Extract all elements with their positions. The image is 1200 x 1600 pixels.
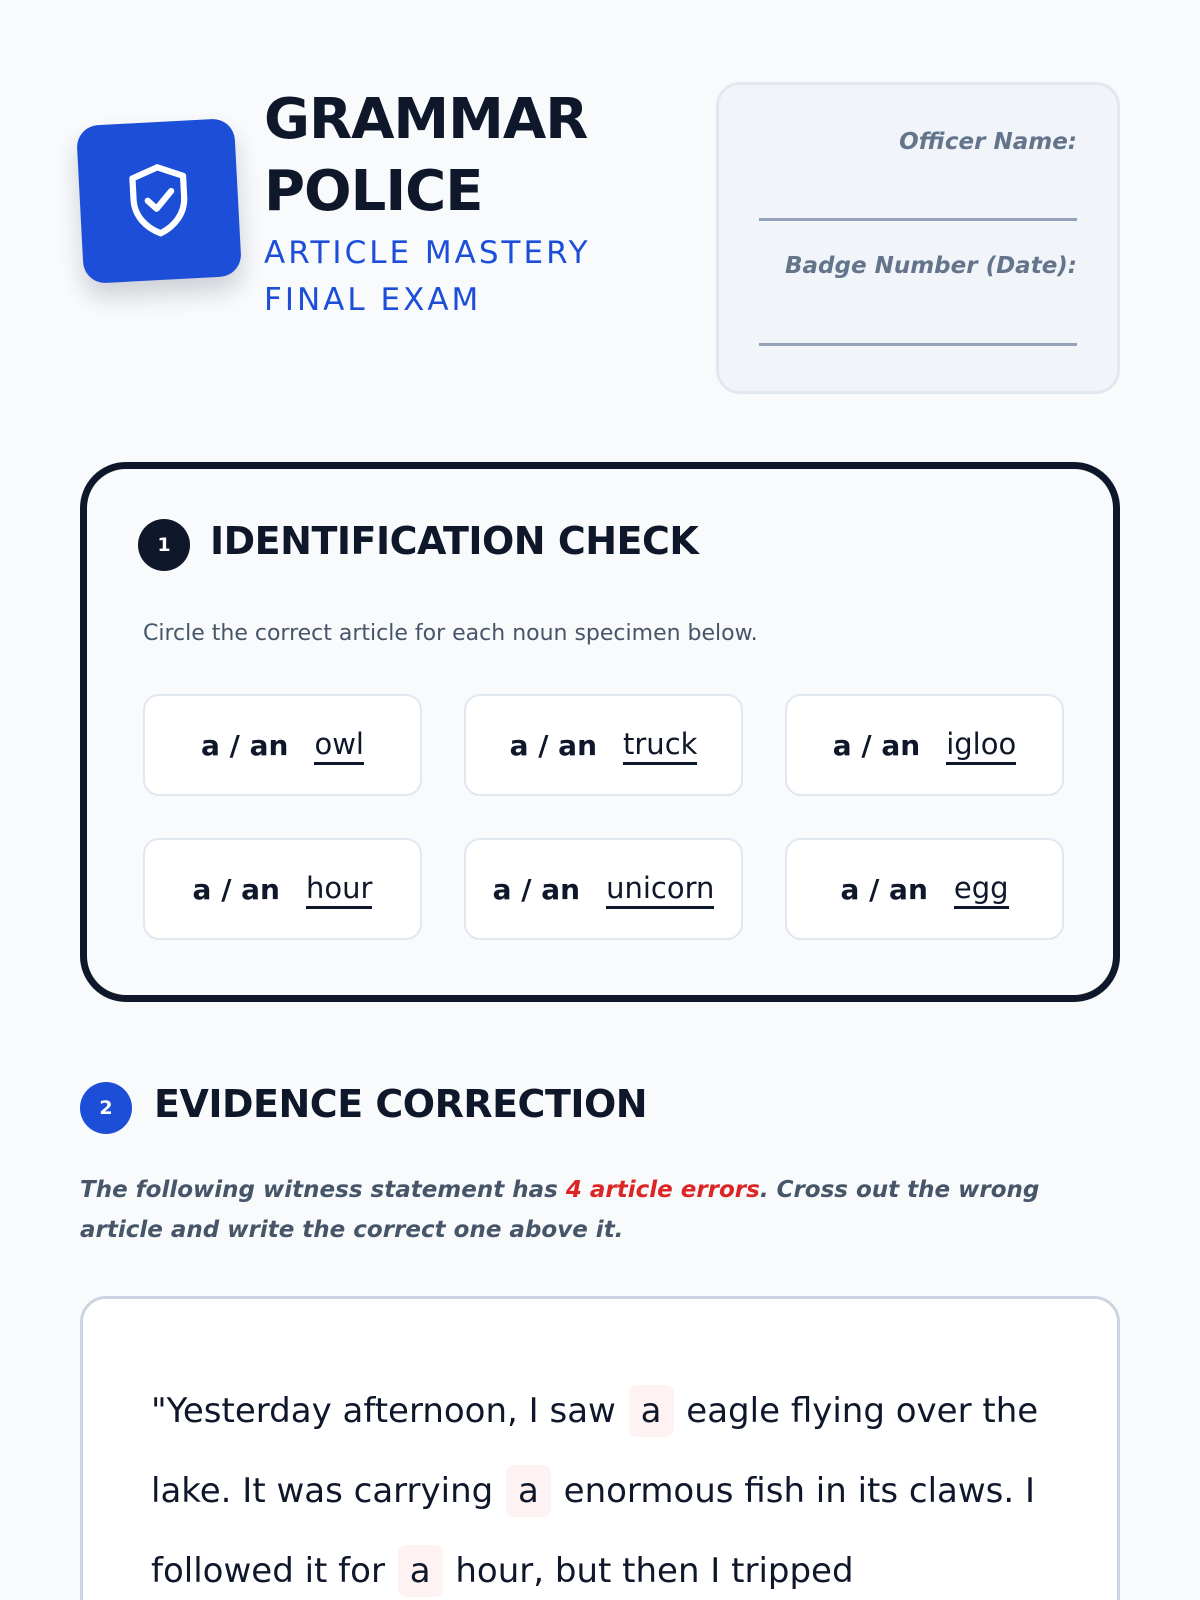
statement-text: "Yesterday afternoon, I saw — [151, 1391, 627, 1431]
article-choice[interactable]: a / an — [509, 728, 598, 762]
officer-name-label: Officer Name: — [899, 129, 1077, 155]
statement-text: eagle flying over the lake. It was carrying — [151, 1391, 1039, 1511]
witness-statement-card — [80, 1296, 1120, 1600]
title-line-1: GRAMMAR — [264, 87, 588, 152]
noun-card — [785, 694, 1064, 796]
instruction-text: The following witness statement has — [80, 1177, 566, 1203]
article-choice[interactable]: a / an — [840, 872, 928, 906]
noun-card — [785, 838, 1064, 940]
noun-card — [464, 694, 743, 796]
statement-text: hour, but then I tripped — [444, 1551, 854, 1591]
subtitle-line-1: ARTICLE MASTERY — [264, 235, 591, 271]
noun-card — [143, 838, 422, 940]
error-article[interactable]: a — [506, 1465, 551, 1517]
article-choice[interactable]: a / an — [201, 728, 289, 762]
section-instruction: Circle the correct article for each noun specimen below. — [143, 621, 758, 646]
identification-check-section — [80, 462, 1120, 1002]
badge-number-field[interactable] — [759, 343, 1077, 346]
section-title: EVIDENCE CORRECTION — [154, 1082, 648, 1126]
noun-grid — [143, 694, 1064, 940]
article-choice[interactable]: a / an — [492, 872, 581, 906]
page-title — [264, 84, 591, 228]
logo-badge — [76, 118, 242, 284]
noun-word: truck — [623, 726, 697, 765]
noun-word: hour — [306, 870, 372, 909]
noun-word: egg — [954, 870, 1009, 909]
statement-text: enormous fish in its claws. I followed it for — [151, 1471, 1036, 1591]
shield-check-icon — [123, 161, 195, 240]
noun-word: unicorn — [606, 870, 714, 909]
instruction-text: . Cross out the wrong article and write the correct one above it. — [80, 1177, 1040, 1243]
subtitle-line-2: FINAL EXAM — [264, 282, 482, 318]
noun-word: owl — [314, 726, 364, 765]
article-choice[interactable]: a / an — [832, 728, 921, 762]
section-number-badge: 2 — [80, 1082, 132, 1134]
section-number-badge: 1 — [138, 519, 190, 571]
error-article[interactable]: a — [629, 1385, 674, 1437]
page-subtitle — [264, 230, 591, 324]
title-line-2: POLICE — [264, 159, 483, 224]
badge-number-label: Badge Number (Date): — [784, 253, 1077, 279]
error-article[interactable]: a — [398, 1545, 443, 1597]
noun-card — [143, 694, 422, 796]
witness-statement — [151, 1371, 1051, 1600]
noun-word: igloo — [946, 726, 1016, 765]
officer-name-field[interactable] — [759, 218, 1077, 221]
officer-info-card — [716, 82, 1120, 394]
noun-card — [464, 838, 743, 940]
section-instruction — [80, 1170, 1120, 1250]
article-choice[interactable]: a / an — [192, 872, 280, 906]
error-count-highlight: 4 article errors — [565, 1177, 760, 1203]
title-block — [264, 84, 591, 324]
section-title: IDENTIFICATION CHECK — [210, 519, 699, 563]
